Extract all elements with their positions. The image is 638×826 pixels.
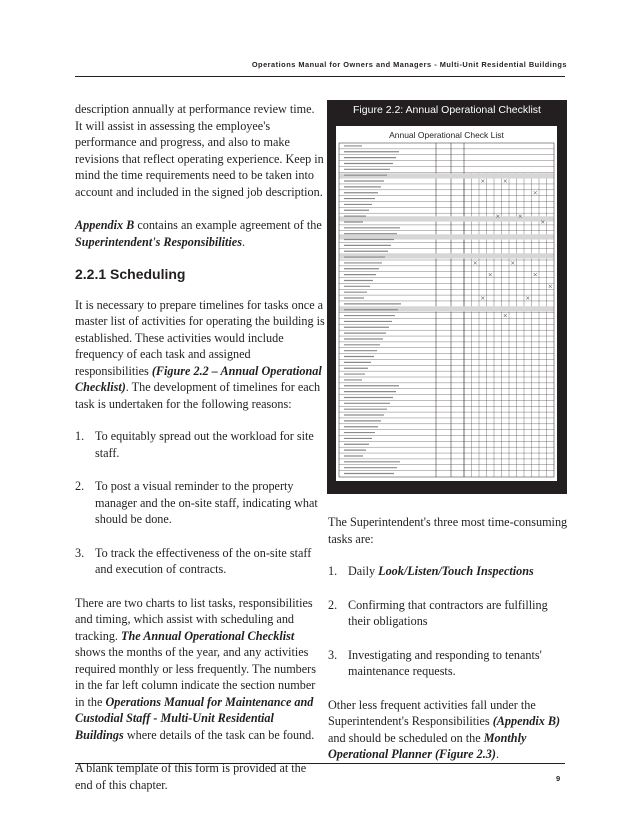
right-intro: The Superintendent's three most time-consuming tasks are:: [328, 515, 568, 546]
header-rule: [75, 76, 565, 77]
list-number: 1.: [75, 429, 85, 443]
figure-box: [327, 100, 567, 494]
footer-rule: [75, 763, 565, 764]
closing-end: .: [495, 747, 499, 761]
list-number: 2.: [75, 479, 85, 493]
charts-paragraph: [75, 595, 325, 744]
list-item: [328, 597, 568, 630]
scheduling-text: It is necessary to prepare timelines for tasks once a master list of activities for operating the building is established. These activities would include frequency of each task and assigned responsibilities: [75, 297, 325, 378]
appendix-middle: contains an example agreement of the: [134, 218, 322, 232]
task-emphasis: Look/Listen/Touch Inspections: [378, 564, 534, 578]
page-number: 9: [556, 774, 561, 783]
intro-paragraph: description annually at performance review time. It will assist in assessing the employee's performance and progress, and also to make revisions that reflect operating experience. Keep in mind the time requirements need to be taken into account and included in the signed job description.: [75, 102, 324, 199]
appendix-ref: Appendix B: [75, 218, 135, 232]
list-item: [75, 545, 325, 578]
manual-title-ref: Operations Manual for Maintenance and Custodial Staff - Multi-Unit Residential Buildings: [75, 694, 314, 742]
charts-text-2: shows the months of the year, and any activities required monthly or less frequently. The numbers in the far left column indicate the section number in the: [75, 645, 316, 709]
list-number: 3.: [328, 647, 338, 662]
section-heading: 2.2.1 Scheduling: [75, 266, 186, 282]
appendix-end: .: [241, 234, 245, 249]
closing-text-1: Other less frequent activities fall under the Superintendent's Responsibilities: [328, 697, 536, 728]
charts-text-1: There are two charts to list tasks, responsibilities and timing, which assist with scheduling and tracking.: [75, 595, 313, 643]
responsibilities-title: Superintendent's Responsibilities: [75, 234, 242, 249]
section-band: [340, 173, 554, 178]
appendix-b-ref: (Appendix B): [492, 714, 561, 728]
checklist-form: [336, 126, 557, 481]
list-text: Investigating and responding to tenants' maintenance requests.: [348, 647, 542, 678]
list-item: [75, 428, 325, 461]
scheduling-end: . The development of timelines for each task is undertaken for the following reasons:: [75, 380, 321, 411]
reasons-list: [75, 428, 325, 578]
list-text: To equitably spread out the workload for site staff.: [95, 429, 314, 460]
list-number: 1.: [328, 564, 338, 578]
list-text: To track the effectiveness of the on-site staff and execution of contracts.: [95, 545, 312, 576]
list-text: To post a visual reminder to the property manager and the on-site staff, indicating what should be done.: [95, 479, 318, 526]
section-band: [340, 306, 554, 311]
checklist-title-ref: The Annual Operational Checklist: [121, 628, 295, 643]
planner-ref: Monthly Operational Planner (Figure 2.3): [328, 730, 527, 761]
blank-template-paragraph: A blank template of this form is provided at the end of this chapter.: [75, 761, 307, 792]
list-item: [75, 478, 325, 528]
list-text: [348, 563, 568, 580]
appendix-paragraph: [75, 217, 325, 250]
list-text: Confirming that contractors are fulfilling their obligations: [348, 597, 548, 628]
closing-text-2: and should be scheduled on the: [328, 730, 484, 745]
checklist-title: Annual Operational Check List: [389, 130, 504, 140]
task-text: Daily: [348, 564, 379, 578]
left-column: [75, 101, 325, 793]
right-column: [328, 514, 568, 763]
tasks-list: [328, 563, 568, 680]
list-item: [328, 563, 568, 580]
section-band: [340, 253, 554, 258]
list-number: 3.: [75, 545, 85, 560]
figure-caption: Figure 2.2: Annual Operational Checklist: [353, 104, 541, 116]
closing-paragraph: [328, 697, 568, 763]
checklist-grid: [336, 126, 557, 481]
section-band: [340, 234, 554, 239]
list-item: [328, 647, 568, 680]
scheduling-paragraph: [75, 297, 325, 413]
running-header: Operations Manual for Owners and Managers - Multi-Unit Residential Buildings: [251, 60, 567, 69]
list-number: 2.: [328, 597, 338, 612]
charts-text-3: where details of the task can be found.: [123, 727, 315, 742]
figure-ref: (Figure 2.2 – Annual Operational Checklist): [75, 363, 322, 394]
